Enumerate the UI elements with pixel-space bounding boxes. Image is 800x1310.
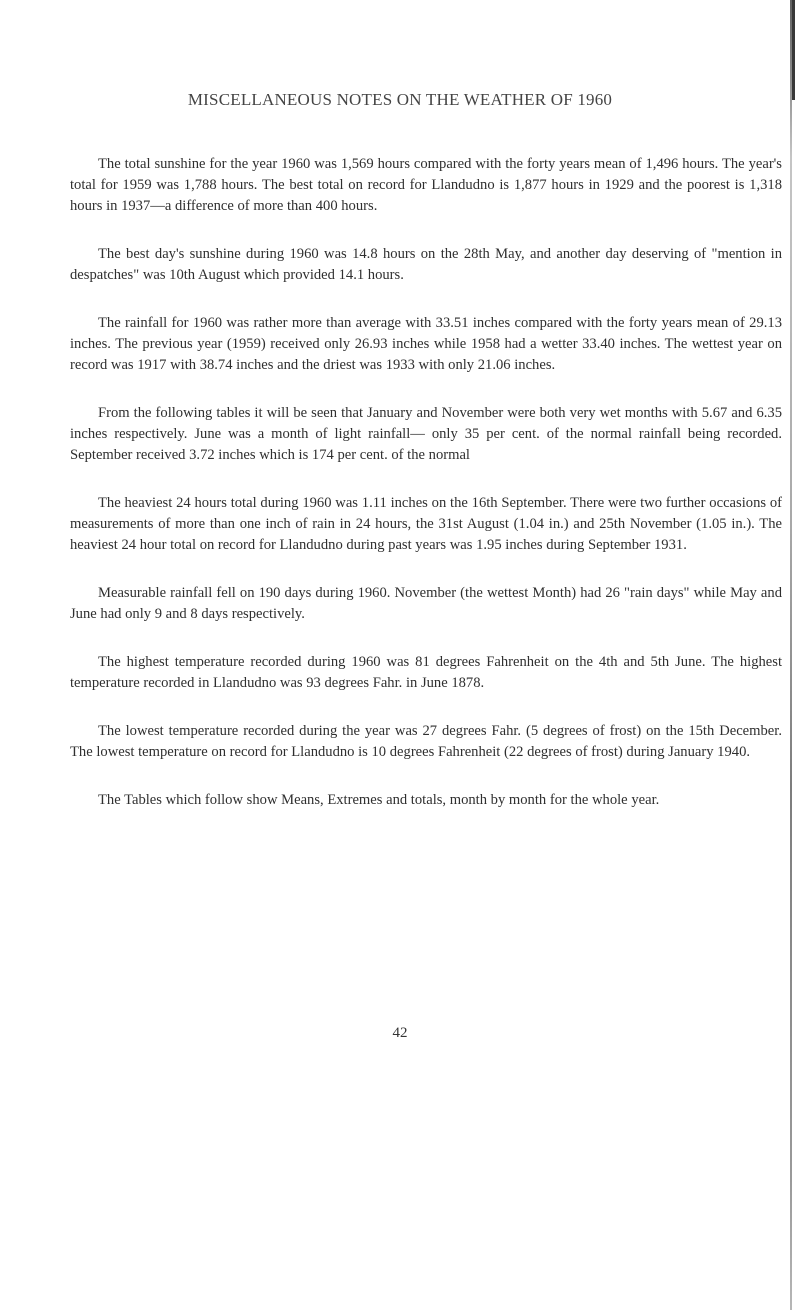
page-number: 42 xyxy=(392,1025,408,1041)
paragraph-highest-temperature: The highest temperature recorded during 1960 was 81 degrees Fahrenheit on the 4th and 5th June. The highest temperature recorded in Llandudno was 93 degrees Fahr. in June 1878. xyxy=(70,654,782,691)
page-title: MISCELLANEOUS NOTES ON THE WEATHER OF 1960 xyxy=(187,90,613,109)
paragraph-lowest-temperature: The lowest temperature recorded during the year was 27 degrees Fahr. (5 degrees of frost) on the 15th December. The lowest temperature on record for Llandudno is 10 degrees Fahrenheit (22 degrees of frost) during January 1940. xyxy=(70,723,782,760)
paragraph-rainfall: The rainfall for 1960 was rather more than average with 33.51 inches compared with the forty years mean of 29.13 inches. The previous year (1959) received only 26.93 inches while 1958 had a wetter 33.40 inches. The wettest year on record was 1917 with 38.74 inches and the driest was 1933 with only 21.06 inches. xyxy=(70,315,782,373)
paragraph-monthly-rainfall: From the following tables it will be seen that January and November were both very wet months with 5.67 and 6.35 inches respectively. June was a month of light rainfall— only 35 per cent. of the normal rainfall being recorded. September received 3.72 inches which is 174 per cent. of the normal xyxy=(70,405,782,463)
paragraph-sunshine-total: The total sunshine for the year 1960 was 1,569 hours compared with the forty years mean of 1,496 hours. The year's total for 1959 was 1,788 hours. The best total on record for Llandudno is 1,877 hours in 1929 and the poorest is 1,318 hours in 1937—a difference of more than 400 hours. xyxy=(70,156,782,214)
page-edge-shadow xyxy=(790,0,792,1310)
paragraph-rain-days: Measurable rainfall fell on 190 days during 1960. November (the wettest Month) had 26 "rain days" while May and June had only 9 and 8 days respectively. xyxy=(70,585,782,622)
body-text xyxy=(70,154,782,838)
paragraph-tables-note: The Tables which follow show Means, Extremes and totals, month by month for the whole year. xyxy=(98,792,660,808)
paragraph-heaviest-rain: The heaviest 24 hours total during 1960 was 1.11 inches on the 16th September. There were two further occasions of measurements of more than one inch of rain in 24 hours, the 31st August (1.04 in.) and 25th November (1.05 in.). The heaviest 24 hour total on record for Llandudno during past years was 1.95 inches during September 1931. xyxy=(70,495,782,553)
paragraph-best-day-sunshine: The best day's sunshine during 1960 was 14.8 hours on the 28th May, and another day deserving of "mention in despatches" was 10th August which provided 14.1 hours. xyxy=(70,246,782,283)
page-edge-mark xyxy=(792,0,795,100)
